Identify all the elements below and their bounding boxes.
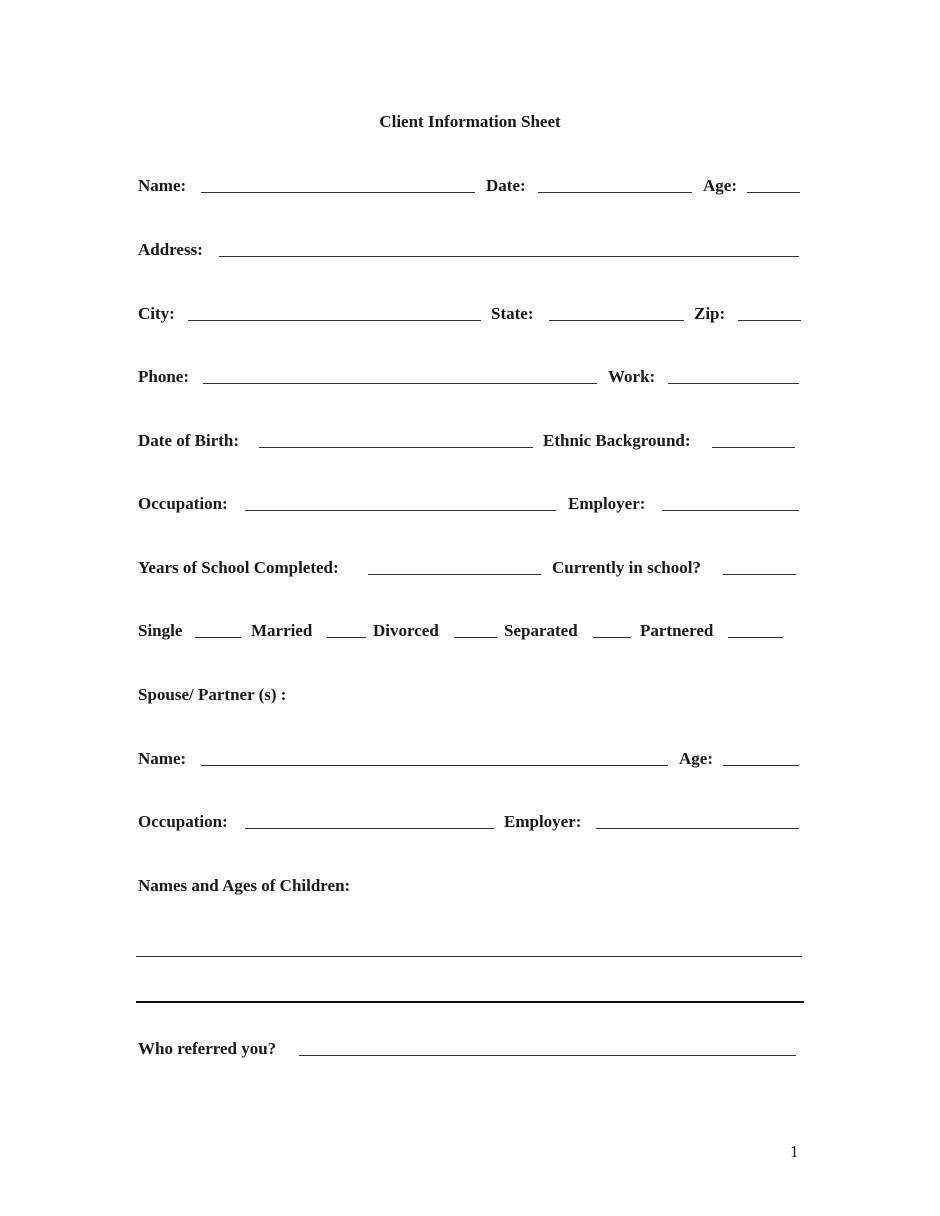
age-field[interactable]	[747, 192, 800, 193]
single-field[interactable]	[195, 637, 241, 638]
divorced-field[interactable]	[454, 637, 497, 638]
spouse-employer-label: Employer:	[504, 812, 582, 831]
occupation-field[interactable]	[245, 510, 556, 511]
name-label: Name:	[138, 176, 187, 195]
address-field[interactable]	[219, 256, 799, 257]
divorced-label: Divorced	[373, 621, 439, 640]
date-label: Date:	[486, 176, 526, 195]
age-label: Age:	[703, 176, 737, 195]
married-field[interactable]	[327, 637, 366, 638]
spouse-age-field[interactable]	[723, 765, 799, 766]
employer-field[interactable]	[662, 510, 799, 511]
form-title: Client Information Sheet	[379, 112, 561, 131]
children-field[interactable]	[136, 956, 802, 957]
name-field[interactable]	[201, 192, 475, 193]
spouse-partner-heading: Spouse/ Partner (s) :	[138, 685, 287, 704]
employer-label: Employer:	[568, 494, 646, 513]
city-field[interactable]	[188, 320, 481, 321]
occupation-label: Occupation:	[138, 494, 228, 513]
state-label: State:	[491, 304, 534, 323]
city-label: City:	[138, 304, 175, 323]
currently-in-school-label: Currently in school?	[552, 558, 701, 577]
separated-field[interactable]	[593, 637, 631, 638]
partnered-label: Partnered	[640, 621, 714, 640]
divider-line	[136, 1001, 804, 1003]
single-label: Single	[138, 621, 183, 640]
spouse-employer-field[interactable]	[596, 828, 799, 829]
phone-field[interactable]	[203, 383, 597, 384]
work-label: Work:	[608, 367, 656, 386]
years-school-field[interactable]	[368, 574, 541, 575]
separated-label: Separated	[504, 621, 578, 640]
address-label: Address:	[138, 240, 203, 259]
zip-field[interactable]	[738, 320, 801, 321]
dob-field[interactable]	[259, 447, 533, 448]
spouse-name-field[interactable]	[201, 765, 668, 766]
spouse-occupation-label: Occupation:	[138, 812, 228, 831]
page-number: 1	[790, 1142, 799, 1161]
children-label: Names and Ages of Children:	[138, 876, 351, 895]
ethnic-background-field[interactable]	[712, 447, 795, 448]
phone-label: Phone:	[138, 367, 189, 386]
spouse-age-label: Age:	[679, 749, 713, 768]
currently-in-school-field[interactable]	[723, 574, 796, 575]
spouse-occupation-field[interactable]	[245, 828, 494, 829]
ethnic-background-label: Ethnic Background:	[543, 431, 691, 450]
spouse-name-label: Name:	[138, 749, 187, 768]
referral-label: Who referred you?	[138, 1039, 277, 1058]
zip-label: Zip:	[694, 304, 726, 323]
years-school-label: Years of School Completed:	[138, 558, 339, 577]
referral-field[interactable]	[299, 1055, 796, 1056]
date-field[interactable]	[538, 192, 692, 193]
dob-label: Date of Birth:	[138, 431, 240, 450]
partnered-field[interactable]	[728, 637, 783, 638]
state-field[interactable]	[549, 320, 684, 321]
married-label: Married	[251, 621, 313, 640]
work-field[interactable]	[668, 383, 799, 384]
